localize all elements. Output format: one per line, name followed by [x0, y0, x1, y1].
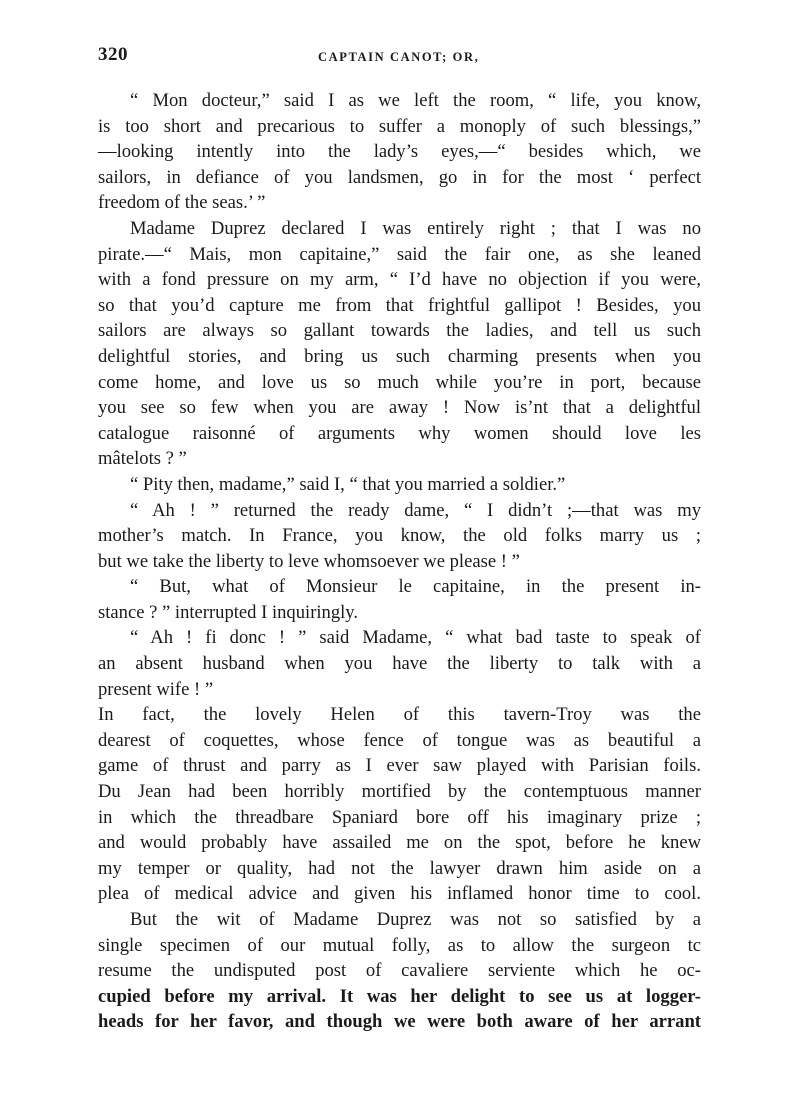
text-line: so that you’d capture me from that frightful gallipot ! Besides, you: [98, 294, 701, 316]
text-line: single specimen of our mutual folly, as to allow the surgeon tc: [98, 934, 701, 956]
book-page: [98, 44, 701, 1035]
text-line: “ But, what of Monsieur le capitaine, in the present in-: [130, 576, 701, 598]
text-line: stance ? ” interrupted I inquiringly.: [98, 601, 359, 623]
text-line: mâtelots ? ”: [98, 448, 187, 470]
text-line: —looking intently into the lady’s eyes,—“ besides which, we: [98, 141, 701, 163]
text-line: game of thrust and parry as I ever saw played with Parisian foils.: [98, 755, 701, 777]
running-title: CAPTAIN CANOT; OR,: [318, 50, 480, 64]
text-line: an absent husband when you have the liberty to talk with a: [98, 653, 701, 675]
text-line: plea of medical advice and given his inflamed honor time to cool.: [98, 883, 701, 905]
text-line: and would probably have assailed me on the spot, before he knew: [98, 832, 701, 854]
text-line: “ Ah ! fi donc ! ” said Madame, “ what bad taste to speak of: [130, 627, 701, 649]
text-line: is too short and precarious to suffer a monoply of such blessings,”: [98, 115, 701, 137]
text-line: cupied before my arrival. It was her delight to see us at logger-: [98, 985, 701, 1007]
text-line: delightful stories, and bring us such charming presents when you: [98, 345, 701, 367]
text-line: mother’s match. In France, you know, the old folks marry us ;: [98, 525, 701, 547]
text-line: “ Ah ! ” returned the ready dame, “ I didn’t ;—that was my: [130, 499, 701, 521]
text-line: pirate.—“ Mais, mon capitaine,” said the fair one, as she leaned: [98, 243, 701, 265]
text-line: sailors, in defiance of you landsmen, go in for the most ‘ perfect: [98, 166, 701, 188]
running-header: [98, 44, 701, 74]
text-line: heads for her favor, and though we were both aware of her arrant: [98, 1011, 701, 1033]
text-line: but we take the liberty to leve whomsoever we please ! ”: [98, 550, 520, 572]
text-line: Madame Duprez declared I was entirely right ; that I was no: [130, 217, 701, 239]
body-text: [98, 88, 701, 1035]
text-line: my temper or quality, had not the lawyer drawn him aside on a: [98, 857, 701, 879]
text-line: “ Pity then, madame,” said I, “ that you married a soldier.”: [130, 473, 566, 495]
text-line: resume the undisputed post of cavaliere serviente which he oc-: [98, 960, 701, 982]
text-line: come home, and love us so much while you’re in port, because: [98, 371, 701, 393]
text-line: In fact, the lovely Helen of this tavern-Troy was the: [98, 704, 701, 726]
page-number: 320: [98, 44, 128, 65]
text-line: you see so few when you are away ! Now is’nt that a delightful: [98, 397, 701, 419]
text-line: catalogue raisonné of arguments why women should love les: [98, 422, 701, 444]
text-line: present wife ! ”: [98, 678, 214, 700]
text-line: in which the threadbare Spaniard bore off his imaginary prize ;: [98, 806, 701, 828]
text-line: sailors are always so gallant towards the ladies, and tell us such: [98, 320, 701, 342]
text-line: dearest of coquettes, whose fence of tongue was as beautiful a: [98, 729, 701, 751]
text-line: “ Mon docteur,” said I as we left the room, “ life, you know,: [130, 90, 701, 111]
text-line: with a fond pressure on my arm, “ I’d have no objection if you were,: [98, 269, 701, 291]
text-line: Du Jean had been horribly mortified by the contemptuous manner: [98, 781, 701, 803]
text-line: But the wit of Madame Duprez was not so satisfied by a: [130, 909, 701, 930]
text-line: freedom of the seas.’ ”: [98, 192, 266, 214]
